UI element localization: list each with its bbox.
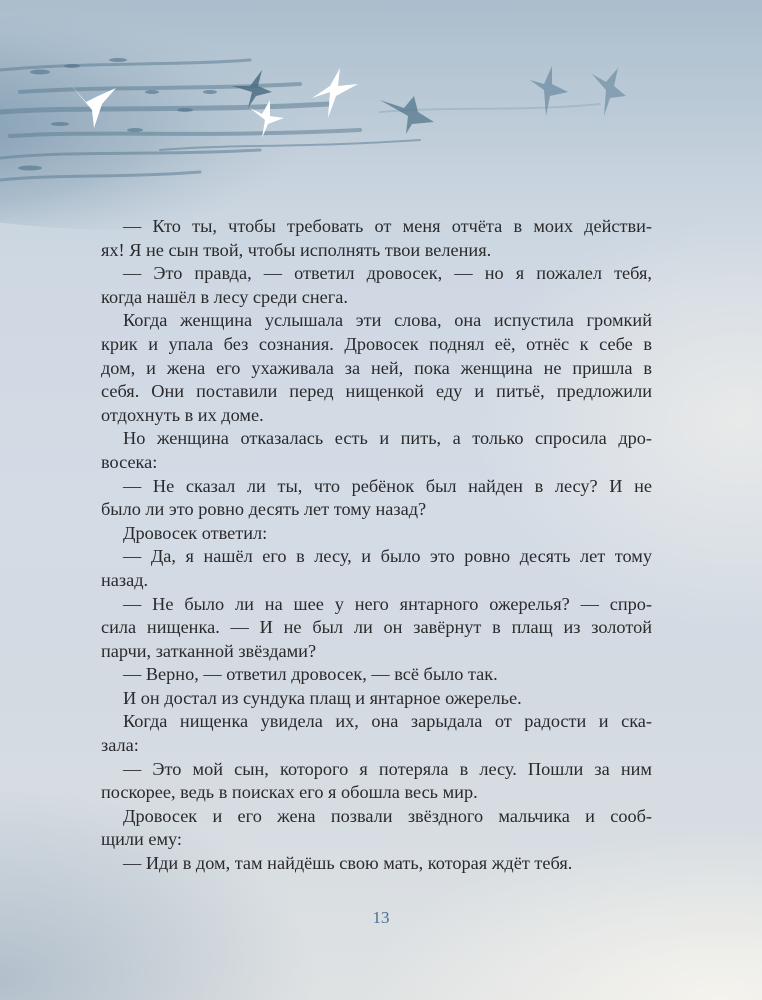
text-line: восека: xyxy=(101,451,158,472)
text-line: Но женщина отказалась есть и пить, а только спросила дро- xyxy=(123,428,652,449)
text-line: — Верно, — ответил дровосек, — всё было так. xyxy=(123,664,498,685)
text-line: поскорее, ведь в поисках его я обошла весь мир. xyxy=(101,782,478,803)
paragraph xyxy=(101,309,652,427)
text-line: парчи, затканной звёздами? xyxy=(101,640,317,661)
text-line: Дровосек и его жена позвали звёздного мальчика и сооб- xyxy=(123,805,652,826)
text-line: Когда нищенка увидела их, она зарыдала от радости и ска- xyxy=(123,711,652,732)
text-line: дом, и жена его ухаживала за ней, пока женщина не пришла в xyxy=(101,357,652,378)
text-line: щили ему: xyxy=(101,829,182,850)
paragraph xyxy=(101,475,652,522)
text-line: зала: xyxy=(101,735,139,756)
text-line: когда нашёл в лесу среди снега. xyxy=(101,286,348,307)
paragraph xyxy=(101,522,652,546)
text-line: назад. xyxy=(101,569,149,590)
text-line: — Не было ли на шее у него янтарного ожерелья? — спро- xyxy=(123,593,652,614)
text-line: себя. Они поставили перед нищенкой еду и питьё, предложили xyxy=(101,381,652,402)
text-line: — Кто ты, чтобы требовать от меня отчёта в моих действи- xyxy=(123,216,652,236)
paragraph xyxy=(101,852,652,876)
text-line: крик и упала без сознания. Дровосек поднял её, отнёс к себе в xyxy=(101,333,652,354)
paragraph xyxy=(101,593,652,664)
text-line: — Это правда, — ответил дровосек, — но я пожалел тебя, xyxy=(123,263,652,284)
text-line: Когда женщина услышала эти слова, она испустила громкий xyxy=(123,310,652,331)
paragraph xyxy=(101,427,652,474)
paragraph xyxy=(101,710,652,757)
paragraph xyxy=(101,545,652,592)
sky-illustration xyxy=(0,0,762,230)
paragraph xyxy=(101,663,652,687)
page-number: 13 xyxy=(372,908,390,927)
paragraph xyxy=(101,215,652,262)
story-text xyxy=(101,215,652,876)
paragraph xyxy=(101,805,652,852)
text-line: отдохнуть в их доме. xyxy=(101,404,264,425)
paragraph xyxy=(101,262,652,309)
text-line: сила нищенка. — И не был ли он завёрнут в плащ из золотой xyxy=(101,617,652,638)
text-line: Дровосек ответил: xyxy=(123,522,268,543)
text-line: — Это мой сын, которого я потеряла в лесу. Пошли за ним xyxy=(123,758,652,779)
text-line: было ли это ровно десять лет тому назад? xyxy=(101,499,427,520)
text-line: И он достал из сундука плащ и янтарное ожерелье. xyxy=(123,687,522,708)
paragraph xyxy=(101,687,652,711)
text-line: — Да, я нашёл его в лесу, и было это ровно десять лет тому xyxy=(123,546,652,567)
text-line: ях! Я не сын твой, чтобы исполнять твои веления. xyxy=(101,239,492,260)
paragraph xyxy=(101,758,652,805)
text-line: — Иди в дом, там найдёшь свою мать, которая ждёт тебя. xyxy=(123,853,573,874)
text-line: — Не сказал ли ты, что ребёнок был найден в лесу? И не xyxy=(123,475,652,496)
